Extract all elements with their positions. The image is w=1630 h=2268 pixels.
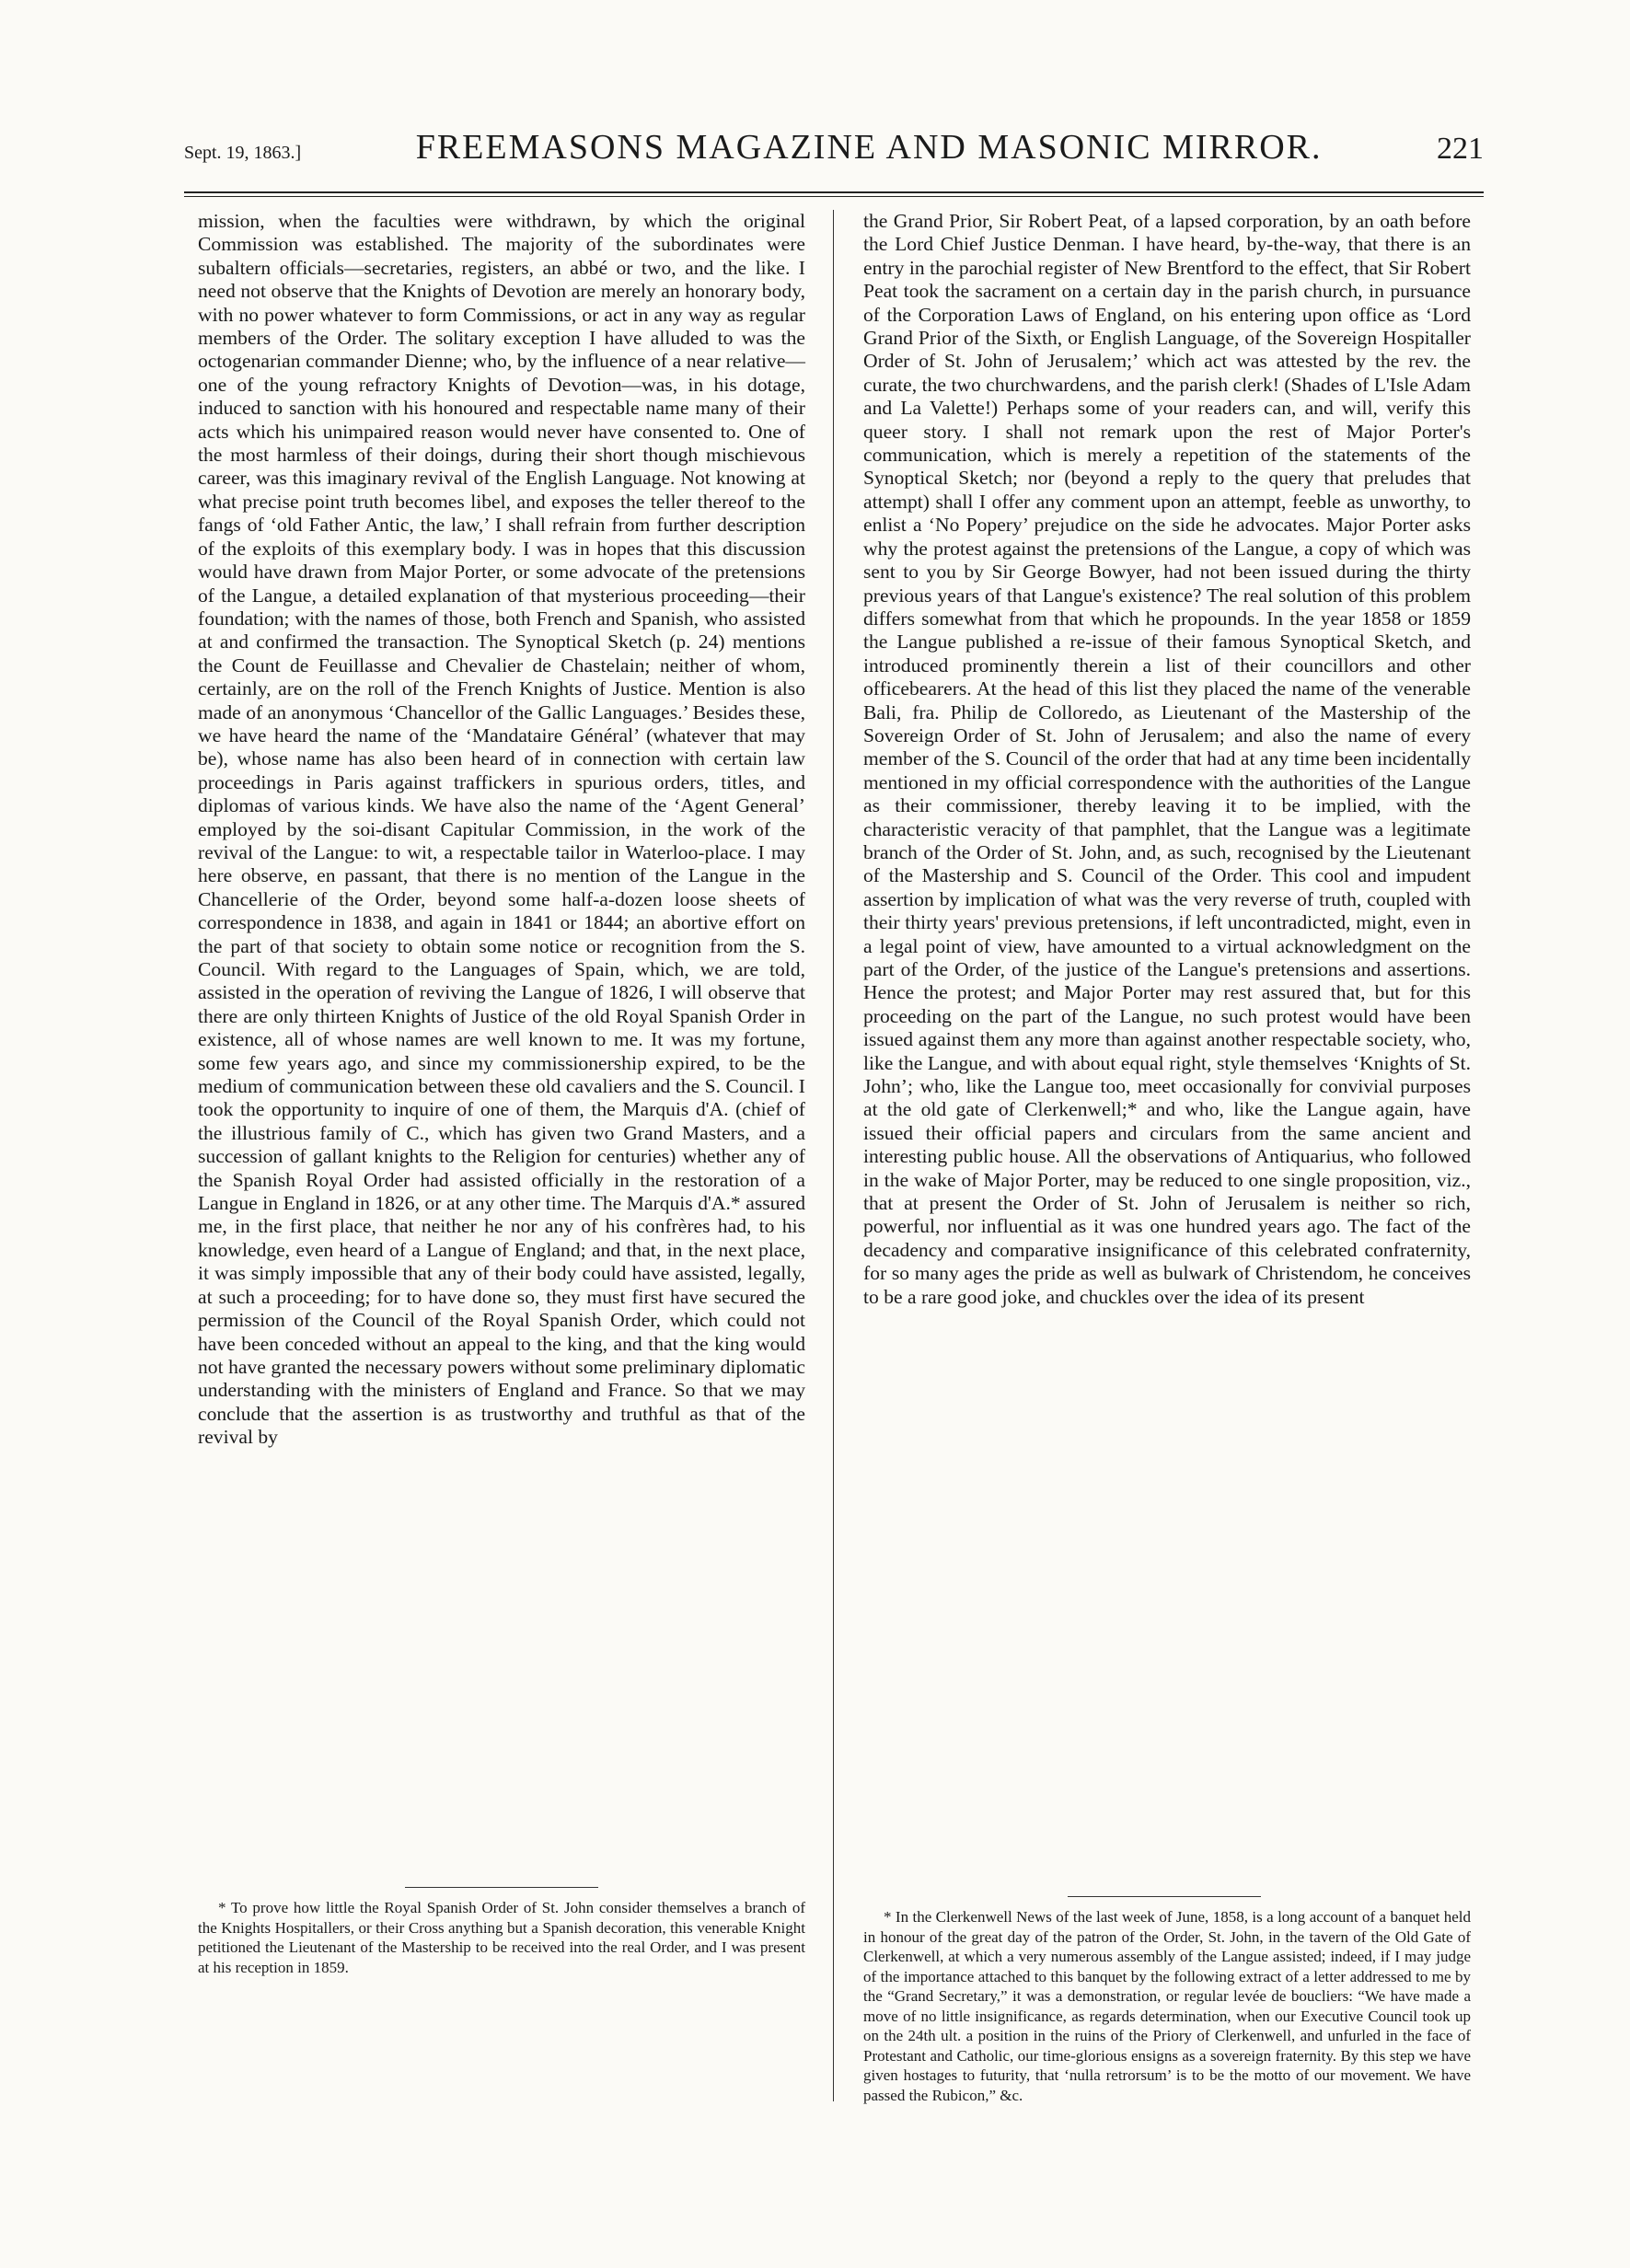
left-column-text: mission, when the faculties were withdrawn, by which the original Commission was established. The majority of the subordinates were subaltern officials—secretaries, registers, an abbé or two, and the like. I need not observe that the Knights of Devotion are merely an honorary body, with no power whatever to form Commissions, or act in any way as regular members of the Order. The solitary exception I have alluded to was the octogenarian commander Dienne; who, by the influence of a near relative—one of the young refractory Knights of Devotion—was, in his dotage, induced to sanction with his honoured and respectable name many of their acts which his unimpaired reason would never have consented to. One of the most harmless of their doings, during their short though mischievous career, was this imaginary revival of the English Language. Not knowing at what precise point truth becomes libel, and exposes the teller thereof to the fangs of ‘old Father Antic, the law,’ I shall refrain from further description of the exploits of this exemplary body. I was in hopes that this discussion would have drawn from Major Porter, or some advocate of the pretensions of the Langue, a detailed explanation of that mysterious proceeding—their foundation; with the names of those, both French and Spanish, who assisted at and confirmed the transaction. The Synoptical Sketch (p. 24) mentions the Count de Feuillasse and Chevalier de Chastelain; neither of whom, certainly, are on the roll of the French Knights of Justice. Mention is also made of an anonymous ‘Chancellor of the Gallic Languages.’ Besides these, we have heard the name of the ‘Mandataire Général’ (whatever that may be), whose name has also been heard of in connection with certain law proceedings in Paris against traffickers in spurious orders, titles, and diplomas of various kinds. We have also the name of the ‘Agent General’ employed by the soi-disant Capitular Commission, in the work of the revival of the Langue: to wit, a respectable tailor in Waterloo-place. I may here observe, en passant, that there is no mention of the Langue in the Chancellerie of the Order, beyond some half-a-dozen loose sheets of correspondence in 1838, and again in 1841 or 1844; an abortive effort on the part of that society to obtain some notice or recognition from the S. Council. With regard to the Languages of Spain, which, we are told, assisted in the operation of reviving the Langue of 1826, I will observe that there are only thirteen Knights of Justice of the old Royal Spanish Order in existence, all of whose names are well known to me. It was my fortune, some few years ago, and since my commissionership expired, to be the medium of communication between these old cavaliers and the S. Council. I took the opportunity to inquire of one of them, the Marquis d'A. (chief of the illustrious family of C., which has given two Grand Masters, and a succession of gallant knights to the Religion for centuries) whether any of the Spanish Royal Order had assisted officially in the restoration of a Langue in England in 1826, or at any other time. The Marquis d'A.* assured me, in the first place, that neither he nor any of his confrères had, to his knowledge, even heard of a Langue of England; and that, in the next place, it was simply impossible that any of their body could have assisted, legally, at such a proceeding; for to have done so, they must first have secured the permission of the Council of the Royal Spanish Order, which could not have been conceded without an appeal to the king, and that the king would not have granted the necessary powers without some preliminary diplomatic understanding with the ministers of England and France. So that we may conclude that the assertion is as trustworthy and truthful as that of the revival by: [198, 210, 805, 1449]
publication-title: FREEMASONS MAGAZINE AND MASONIC MIRROR.: [415, 128, 1323, 167]
right-footnote: [863, 1907, 1471, 2105]
left-footnote-rule: [405, 1887, 598, 1888]
header-rule: [184, 191, 1484, 193]
left-footnote: [198, 1898, 805, 1977]
column-divider: [833, 210, 834, 2101]
right-column-text: the Grand Prior, Sir Robert Peat, of a lapsed corporation, by an oath before the Lord Chief Justice Denman. I have heard, by-the-way, that there is an entry in the parochial register of New Brentford to the effect, that Sir Robert Peat took the sacrament on a certain day in the parish church, in pursuance of the Corporation Laws of England, on his entering upon office as ‘Lord Grand Prior of the Sixth, or English Language, of the Sovereign Hospitaller Order of St. John of Jerusalem;’ which act was attested by the rev. the curate, the two churchwardens, and the parish clerk! (Shades of L'Isle Adam and La Valette!) Perhaps some of your readers can, and will, verify this queer story. I shall not remark upon the rest of Major Porter's communication, which is merely a repetition of the statements of the Synoptical Sketch; nor (beyond a reply to the query that preludes that attempt) shall I offer any comment upon an attempt, feeble as unworthy, to enlist a ‘No Popery’ prejudice on the side he advocates. Major Porter asks why the protest against the pretensions of the Langue, a copy of which was sent to you by Sir George Bowyer, had not been issued during the thirty previous years of that Langue's existence? The real solution of this problem differs somewhat from that which he propounds. In the year 1858 or 1859 the Langue published a re-issue of their famous Synoptical Sketch, and introduced prominently therein a list of their councillors and other officebearers. At the head of this list they placed the name of the venerable Bali, fra. Philip de Colloredo, as Lieutenant of the Mastership of the Sovereign Order of St. John of Jerusalem; and also the name of every member of the S. Council of the order that had at any time been incidentally mentioned in my official correspondence with the authorities of the Langue as their commissioner, thereby leaving it to be implied, with the characteristic veracity of that pamphlet, that the Langue was a legitimate branch of the Order of St. John, and, as such, recognised by the Lieutenant of the Mastership and S. Council of the Order. This cool and impudent assertion by implication of what was the very reverse of truth, coupled with their thirty years' previous pretensions, if left uncontradicted, might, even in a legal point of view, have amounted to a virtual acknowledgment on the part of the Order, of the justice of the Langue's pretensions and assertions. Hence the protest; and Major Porter may rest assured that, but for this proceeding on the part of the Langue, no such protest would have been issued against them any more than against another respectable society, who, like the Langue, and with about equal right, style themselves ‘Knights of St. John’; who, like the Langue too, meet occasionally for convivial purposes at the old gate of Clerkenwell;* and who, like the Langue again, have issued their official papers and circulars from the same ancient and interesting public house. All the observations of Antiquarius, who followed in the wake of Major Porter, may be reduced to one single proposition, viz., that at present the Order of St. John of Jerusalem is neither so rich, powerful, nor influential as it was one hundred years ago. The fact of the decadency and comparative insignificance of this celebrated confraternity, for so many ages the pride as well as bulwark of Christendom, he conceives to be a rare good joke, and chuckles over the idea of its present: [863, 210, 1471, 1308]
header-rule-thin: [184, 196, 1484, 197]
left-column: [198, 210, 805, 1450]
issue-date: Sept. 19, 1863.]: [184, 143, 302, 163]
right-column: [863, 210, 1471, 1309]
right-footnote-text: * In the Clerkenwell News of the last week of June, 1858, is a long account of a banquet held in honour of the great day of the patron of the Order, St. John, in the tavern of the Old Gate of Clerkenwell, at which a very numerous assembly of the Langue assisted; indeed, if I may judge of the importance attached to this banquet by the following extract of a letter addressed to me by the “Grand Secretary,” it was a demonstration, or regular levée de boucliers: “We have made a move of no little insignificance, as regards determination, when our Executive Council took up on the 24th ult. a position in the ruins of the Priory of Clerkenwell, and unfurled in the face of Protestant and Catholic, our time-glorious ensigns as a sovereign fraternity. By this step we have given hostages to futurity, that ‘nulla retrorsum’ is to be the motto of our movement. We have passed the Rubicon,” &c.: [863, 1908, 1471, 2104]
right-footnote-rule: [1068, 1896, 1261, 1897]
left-footnote-text: * To prove how little the Royal Spanish Order of St. John consider themselves a branch of the Knights Hospitallers, or their Cross anything but a Spanish decoration, this venerable Knight petitioned the Lieutenant of the Mastership to be received into the real Order, and I was present at his reception in 1859.: [198, 1899, 805, 1976]
page-number: 221: [1436, 132, 1484, 166]
running-header: [184, 127, 1484, 186]
